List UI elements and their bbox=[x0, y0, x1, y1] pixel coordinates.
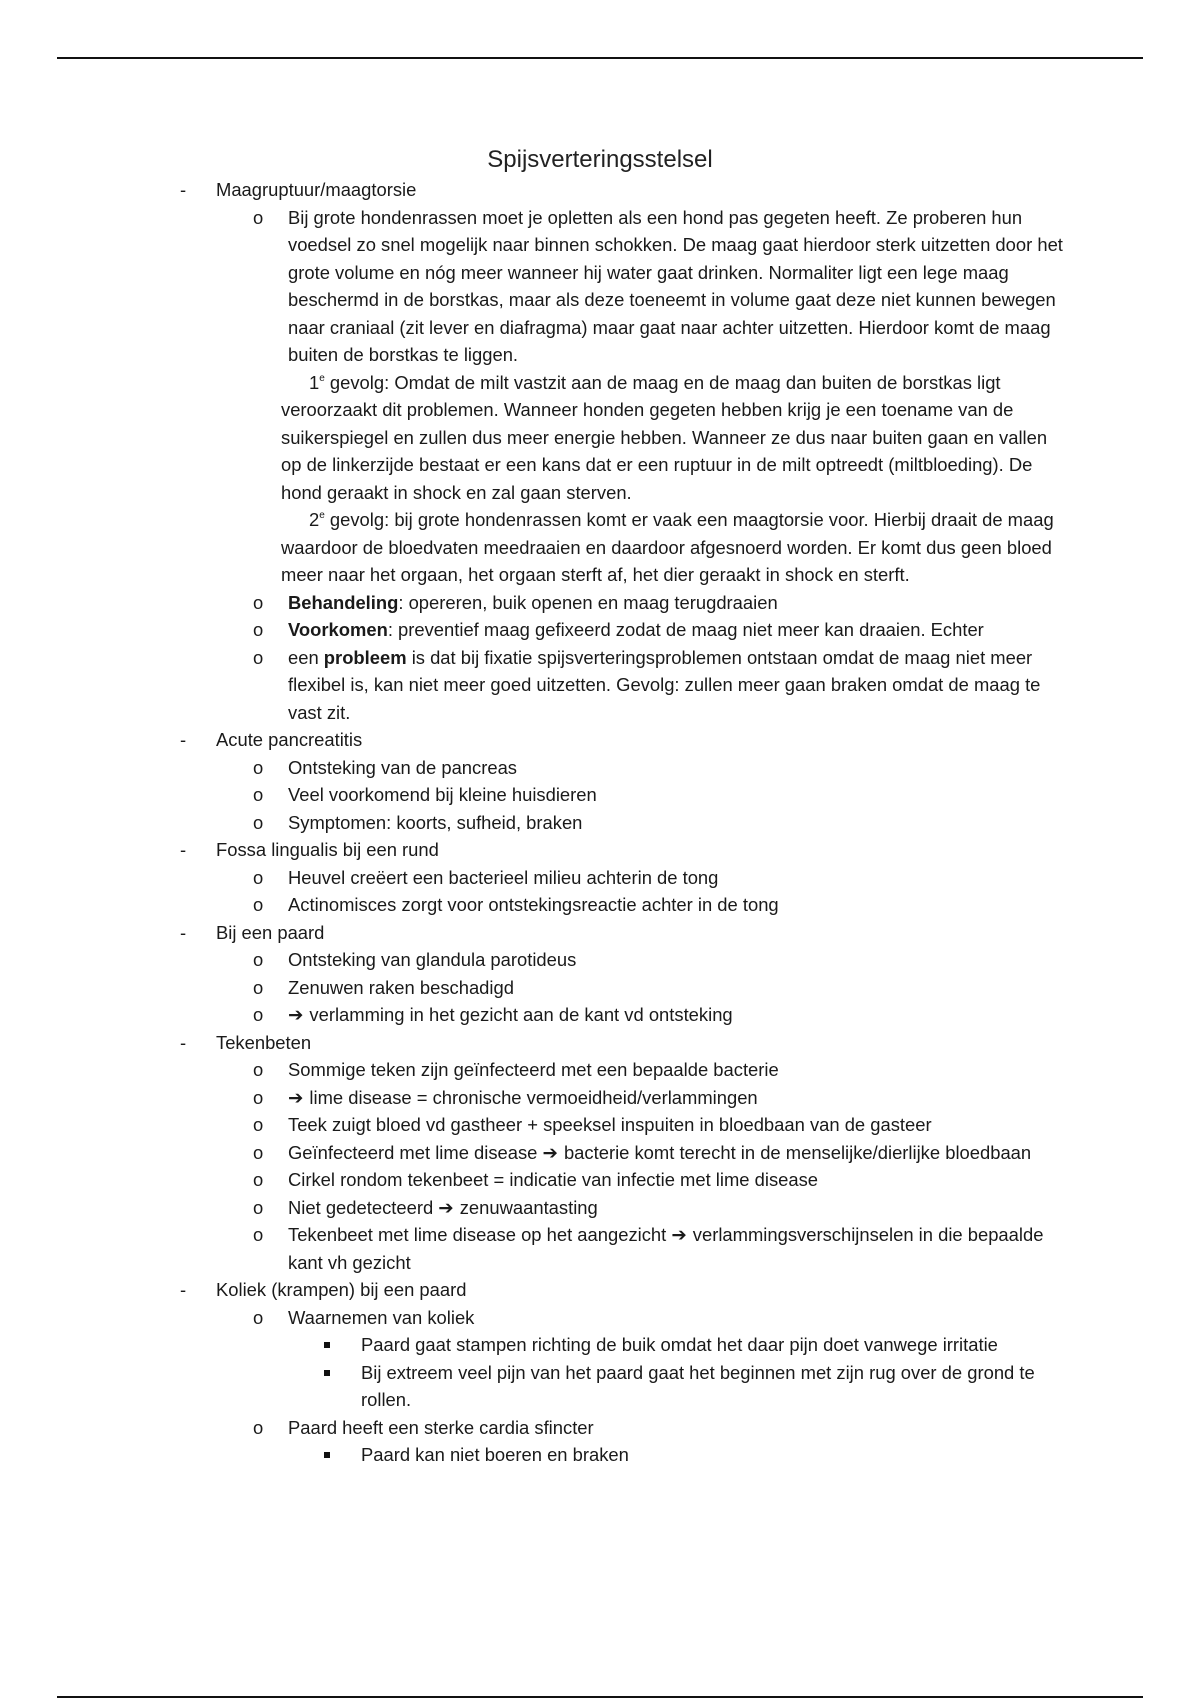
circle-marker: o bbox=[253, 1114, 264, 1135]
circle-marker: o bbox=[253, 1059, 264, 1080]
section-heading: - Acute pancreatitis bbox=[0, 726, 1200, 754]
document-body bbox=[0, 176, 1200, 1469]
dash-marker: - bbox=[180, 1031, 187, 1053]
list-item: o Waarnemen van koliek bbox=[0, 1304, 1068, 1332]
list-item: o Voorkomen: preventief maag gefixeerd zodat de maag niet meer kan draaien. Echter bbox=[0, 616, 1068, 644]
section-heading: - Tekenbeten bbox=[0, 1029, 1200, 1057]
list-item: o Teek zuigt bloed vd gastheer + speeksel inspuiten in bloedbaan van de gasteer bbox=[0, 1111, 1068, 1139]
arrow-icon: ➔ bbox=[671, 1224, 687, 1245]
circle-marker: o bbox=[253, 619, 264, 640]
section-heading: - Koliek (krampen) bij een paard bbox=[0, 1276, 1200, 1304]
consequence-paragraph: 1e gevolg: Omdat de milt vastzit aan de maag en de maag dan buiten de borstkas ligt veroorzaakt dit problemen. Wanneer honden gegeten hebben krijg je een toename van de suikerspiegel en zullen dus meer energie hebben. Wanneer ze dus naar buiten gaan en vallen op de linkerzijde bestaat er een kans dat er een ruptuur in de milt optreedt (miltbloeding). De hond geraakt in shock en zal gaan sterven. bbox=[281, 371, 1048, 503]
circle-marker: o bbox=[253, 784, 264, 805]
dash-marker: - bbox=[180, 839, 187, 860]
page-title: Spijsverteringsstelsel bbox=[487, 146, 713, 173]
list-item: o Geïnfecteerd met lime disease ➔ bacterie komt terecht in de menselijke/dierlijke bloedbaan bbox=[0, 1139, 1068, 1167]
list-item: o Niet gedetecteerd ➔ zenuwaantasting bbox=[0, 1194, 1068, 1222]
footer-rule bbox=[57, 1696, 1143, 1698]
square-bullet-icon bbox=[324, 1342, 330, 1348]
circle-marker: o bbox=[253, 811, 264, 833]
section-heading: - Fossa lingualis bij een rund bbox=[0, 836, 1200, 864]
circle-marker: o bbox=[253, 646, 264, 668]
list-item: o Cirkel rondom tekenbeet = indicatie van infectie met lime disease bbox=[0, 1166, 1068, 1194]
circle-marker: o bbox=[253, 1224, 264, 1245]
list-item: o een probleem is dat bij fixatie spijsverteringsproblemen ontstaan omdat de maag niet meer flexibel is, kan niet meer goed uitzetten. Gevolg: zullen meer gaan braken omdat de maag te vast zit. bbox=[0, 644, 1068, 727]
arrow-icon: ➔ bbox=[438, 1196, 454, 1218]
list-item: o Zenuwen raken beschadigd bbox=[0, 974, 1068, 1002]
section-heading: - Maagruptuur/maagtorsie bbox=[0, 176, 1200, 204]
sub-list-item: Bij extreem veel pijn van het paard gaat het beginnen met zijn rug over de grond te rollen. bbox=[0, 1359, 1051, 1414]
circle-marker: o bbox=[253, 1306, 264, 1328]
header-rule bbox=[57, 57, 1143, 59]
circle-marker: o bbox=[253, 894, 264, 915]
list-item: o Tekenbeet met lime disease op het aangezicht ➔ verlammingsverschijnselen in die bepaalde kant vh gezicht bbox=[0, 1221, 1068, 1276]
list-item: o Paard heeft een sterke cardia sfincter bbox=[0, 1414, 1068, 1442]
dash-marker: - bbox=[180, 729, 187, 750]
circle-marker: o bbox=[253, 1416, 264, 1438]
list-item: o Behandeling: opereren, buik openen en maag terugdraaien bbox=[0, 589, 1068, 617]
circle-marker: o bbox=[253, 1169, 264, 1190]
list-item: o Sommige teken zijn geïnfecteerd met een bepaalde bacterie bbox=[0, 1056, 1068, 1084]
arrow-icon: ➔ bbox=[542, 1141, 558, 1163]
square-bullet-icon bbox=[324, 1370, 330, 1376]
dash-marker: - bbox=[180, 179, 187, 200]
sub-list-item: Paard gaat stampen richting de buik omdat het daar pijn doet vanwege irritatie bbox=[0, 1331, 1051, 1359]
circle-marker: o bbox=[253, 949, 264, 970]
circle-marker: o bbox=[253, 976, 264, 998]
list-item: o Heuvel creëert een bacterieel milieu achterin de tong bbox=[0, 864, 1068, 892]
sub-list-item: Paard kan niet boeren en braken bbox=[0, 1441, 1051, 1469]
consequence-paragraph: 2e gevolg: bij grote hondenrassen komt er vaak een maagtorsie voor. Hierbij draait de maag waardoor de bloedvaten meedraaien en daardoor afgesnoerd worden. Er komt dus geen bloed meer naar het orgaan, het orgaan sterft af, het dier geraakt in shock en sterft. bbox=[281, 509, 1054, 585]
list-item: o Actinomisces zorgt voor ontstekingsreactie achter in de tong bbox=[0, 891, 1068, 919]
list-item: o ➔ verlamming in het gezicht aan de kant vd ontsteking bbox=[0, 1001, 1068, 1029]
circle-marker: o bbox=[253, 1086, 264, 1108]
list-item: o Bij grote hondenrassen moet je opletten als een hond pas gegeten heeft. Ze proberen hun voedsel zo snel mogelijk naar binnen schokken. De maag gaat hierdoor sterk uitzetten door het grote volume en nóg meer wanneer hij water gaat drinken. Normaliter ligt een lege maag beschermd in de borstkas, maar als deze toeneemt in volume gaat deze niet kunnen bewegen naar craniaal (zit lever en diafragma) maar gaat naar achter uitzetten. Hierdoor komt de maag buiten de borstkas te liggen. bbox=[0, 204, 1068, 369]
dash-marker: - bbox=[180, 1279, 187, 1300]
circle-marker: o bbox=[253, 1141, 264, 1163]
circle-marker: o bbox=[253, 756, 264, 778]
dash-marker: - bbox=[180, 921, 187, 943]
list-item: o Ontsteking van de pancreas bbox=[0, 754, 1068, 782]
square-bullet-icon bbox=[324, 1452, 330, 1458]
list-item: o Ontsteking van glandula parotideus bbox=[0, 946, 1068, 974]
circle-marker: o bbox=[253, 1196, 264, 1218]
list-item: o Veel voorkomend bij kleine huisdieren bbox=[0, 781, 1068, 809]
circle-marker: o bbox=[253, 1004, 264, 1025]
circle-marker: o bbox=[253, 866, 264, 888]
arrow-icon: ➔ bbox=[288, 1086, 304, 1108]
arrow-icon: ➔ bbox=[288, 1004, 304, 1025]
section-heading: - Bij een paard bbox=[0, 919, 1200, 947]
list-item: o ➔ lime disease = chronische vermoeidheid/verlammingen bbox=[0, 1084, 1068, 1112]
circle-marker: o bbox=[253, 206, 264, 228]
circle-marker: o bbox=[253, 591, 264, 613]
list-item: o Symptomen: koorts, sufheid, braken bbox=[0, 809, 1068, 837]
